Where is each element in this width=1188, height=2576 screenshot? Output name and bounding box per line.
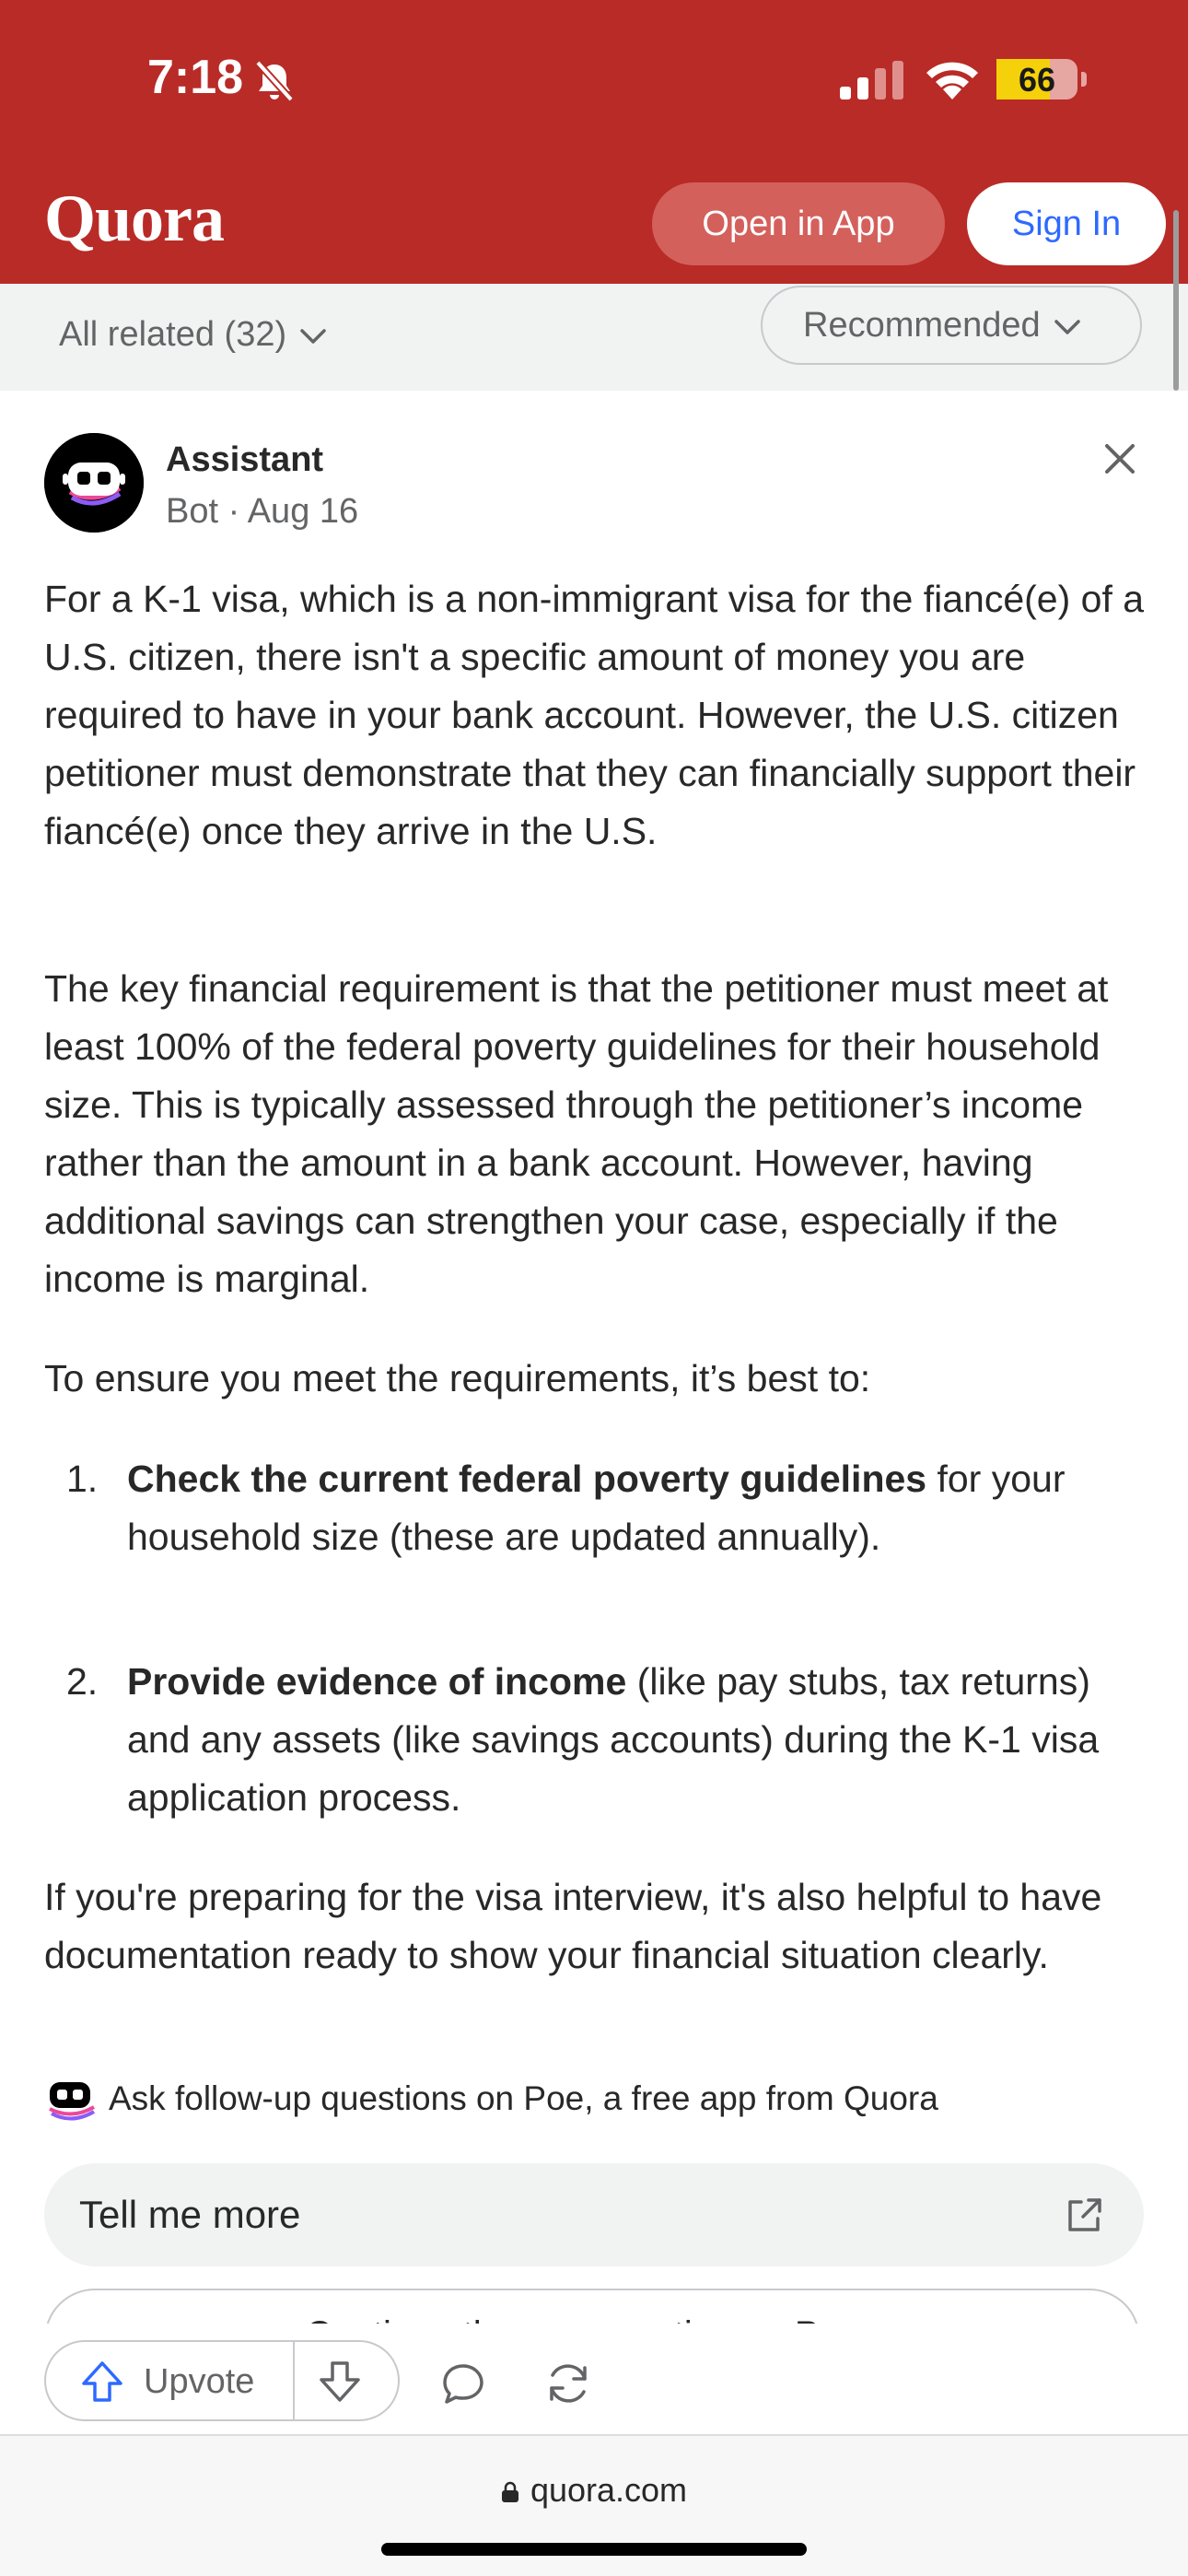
author-name[interactable]: Assistant [166,440,324,479]
list-item-text: for your household size (these are updated annually). [127,1458,1066,1558]
all-related-dropdown[interactable] [59,315,327,355]
poe-icon [44,2077,99,2125]
poe-promo [44,2077,938,2125]
upvote-button[interactable] [46,2342,295,2419]
list-item-heading: Provide evidence of income [127,1660,627,1703]
list-item-heading: Check the current federal poverty guidelines [127,1458,927,1500]
all-related-label: All related (32) [59,315,287,354]
vote-control [44,2340,400,2421]
battery-indicator [996,59,1089,100]
chevron-down-icon [1054,318,1081,336]
sort-label: Recommended [803,306,1041,345]
answer-paragraph: For a K-1 visa, which is a non-immigrant visa for the fiancé(e) of a U.S. citizen, there isn't a specific amount of money you are required to have in your bank account. However, the U.S. citizen petitioner must demonstrate that they can financially support their fiancé(e) once they arrive in the U.S. [44,578,1145,852]
upvote-label: Upvote [144,2362,255,2401]
tell-me-more-button[interactable] [44,2163,1144,2266]
url-text: quora.com [530,2471,688,2509]
scrollbar[interactable] [1173,210,1179,391]
cellular-signal-icon [840,61,904,100]
quora-logo[interactable]: Quora [44,181,225,255]
browser-url-bar[interactable] [0,2436,1188,2576]
answer-paragraph: To ensure you meet the requirements, it’s best to: [44,1357,871,1399]
wifi-icon [923,57,982,101]
upvote-arrow-icon [79,2359,125,2405]
tell-me-more-label: Tell me more [79,2193,301,2236]
status-time: 7:18 [147,51,244,104]
url-display[interactable] [0,2471,1188,2510]
list-item-text: (like pay stubs, tax returns) and any assets (like savings accounts) during the K-1 visa application process. [127,1660,1100,1819]
share-refresh-icon[interactable] [543,2359,593,2408]
downvote-arrow-icon[interactable] [317,2359,363,2405]
list-number: 1. [66,1458,99,1500]
answer-meta: Bot · Aug 16 [166,492,359,531]
answer-paragraph: If you're preparing for the visa interview, it's also helpful to have documentation ready to show your financial situation clearly. [44,1876,1102,1976]
sort-dropdown[interactable] [761,286,1142,365]
answer-paragraph: The key financial requirement is that the petitioner must meet at least 100% of the federal poverty guidelines for their household size. This is typically assessed through the petitioner’s income rather than the amount in a bank account. However, having additional savings can strengthen your case, especially if the income is marginal. [44,967,1109,1300]
poe-promo-text: Ask follow-up questions on Poe, a free app from Quora [109,2078,938,2117]
top-app-bar [0,0,1188,284]
open-in-app-button[interactable]: Open in App [652,182,945,265]
lock-icon [501,2481,519,2503]
bell-slash-icon [250,57,298,105]
list-number: 2. [66,1660,99,1703]
home-indicator[interactable] [381,2543,807,2556]
battery-percent: 66 [1018,61,1056,99]
close-icon[interactable] [1101,440,1138,477]
sign-in-button[interactable]: Sign In [967,182,1166,265]
external-link-icon [1063,2195,1105,2237]
chevron-down-icon [299,327,327,345]
comment-icon[interactable] [440,2360,486,2406]
bot-avatar[interactable] [44,433,144,533]
